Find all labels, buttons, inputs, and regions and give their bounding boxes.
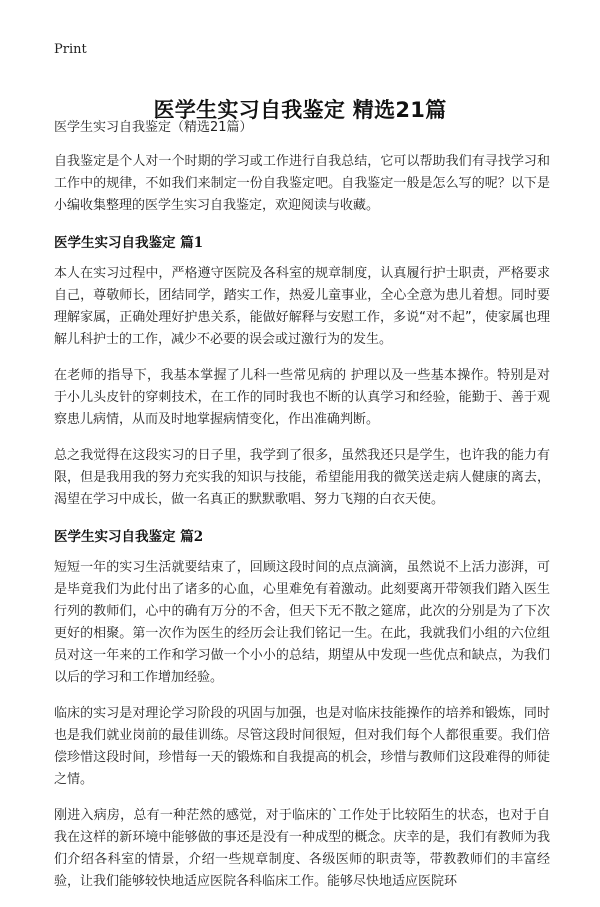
paragraph: 本人在实习过程中，严格遵守医院及各科室的规章制度，认真履行护士职责，严格要求自己，尊敬师长，团结同学，踏实工作，热爱儿童事业，全心全意为患儿着想。同时要理解家属，正确处理好护患关系，能做好解释与安慰工作，多说“对不起”，使家属也理解儿科护士的工作，减少不必要的误会或过激行为的发生。 — [54, 266, 550, 347]
article-subtitle: 医学生实习自我鉴定（精选21篇） — [54, 120, 253, 135]
paragraph: 刚进入病房，总有一种茫然的感觉，对于临床的`工作处于比较陌生的状态，也对于自我在这样的新环境中能够做的事还是没有一种成型的概念。庆幸的是，我们有教师为我们介绍各科室的情景，介绍一些规章制度、各级医师的职责等，带教教师们的丰富经验，让我们能够较快地适应医院各科临床工作。能够尽快地适应医院环 — [54, 808, 550, 889]
print-link[interactable]: Print — [54, 42, 87, 57]
paragraph: 在老师的指导下，我基本掌握了儿科一些常见病的 护理以及一些基本操作。特别是对于小儿头皮针的穿刺技术，在工作的同时我也不断的认真学习和经验，能勤于、善于观察患儿病情，从而及时地掌握病情变化，作出准确判断。 — [54, 368, 550, 427]
paragraph: 临床的实习是对理论学习阶段的巩固与加强，也是对临床技能操作的培养和锻炼，同时也是我们就业岗前的最佳训练。尽管这段时间很短，但对我们每个人都很重要。我们倍偿珍惜这段时间，珍惜每一天的锻炼和自我提高的机会，珍惜与教师们这段难得的师徒之情。 — [54, 706, 550, 787]
paragraph: 总之我觉得在这段实习的日子里，我学到了很多，虽然我还只是学生，也许我的能力有限，但是我用我的努力充实我的知识与技能，希望能用我的微笑送走病人健康的离去，渴望在学习中成长，做一名真正的默默歌唱、努力飞翔的白衣天使。 — [54, 448, 550, 507]
paragraph: 短短一年的实习生活就要结束了，回顾这段时间的点点滴滴，虽然说不上活力澎湃，可是毕竟我们为此付出了诸多的心血，心里难免有着激动。此刻要离开带领我们踏入医生行列的教师们，心中的确有万分的不舍，但天下无不散之筵席，此次的分别是为了下次更好的相聚。第一次作为医生的经历会让我们铭记一生。在此，我就我们小组的六位组员对这一年来的工作和学习做一个小小的总结，期望从中发现一些优点和缺点，为我们以后的学习和工作增加经验。 — [54, 560, 550, 685]
section-heading-2: 医学生实习自我鉴定 篇2 — [54, 529, 204, 545]
section-heading-1: 医学生实习自我鉴定 篇1 — [54, 235, 204, 251]
intro-paragraph: 自我鉴定是个人对一个时期的学习或工作进行自我总结，它可以帮助我们有寻找学习和工作中的规律，不如我们来制定一份自我鉴定吧。自我鉴定一般是怎么写的呢？以下是小编收集整理的医学生实习自我鉴定，欢迎阅读与收藏。 — [54, 154, 550, 213]
page-title: 医学生实习自我鉴定 精选21篇 — [153, 98, 447, 123]
article-body — [54, 118, 550, 907]
